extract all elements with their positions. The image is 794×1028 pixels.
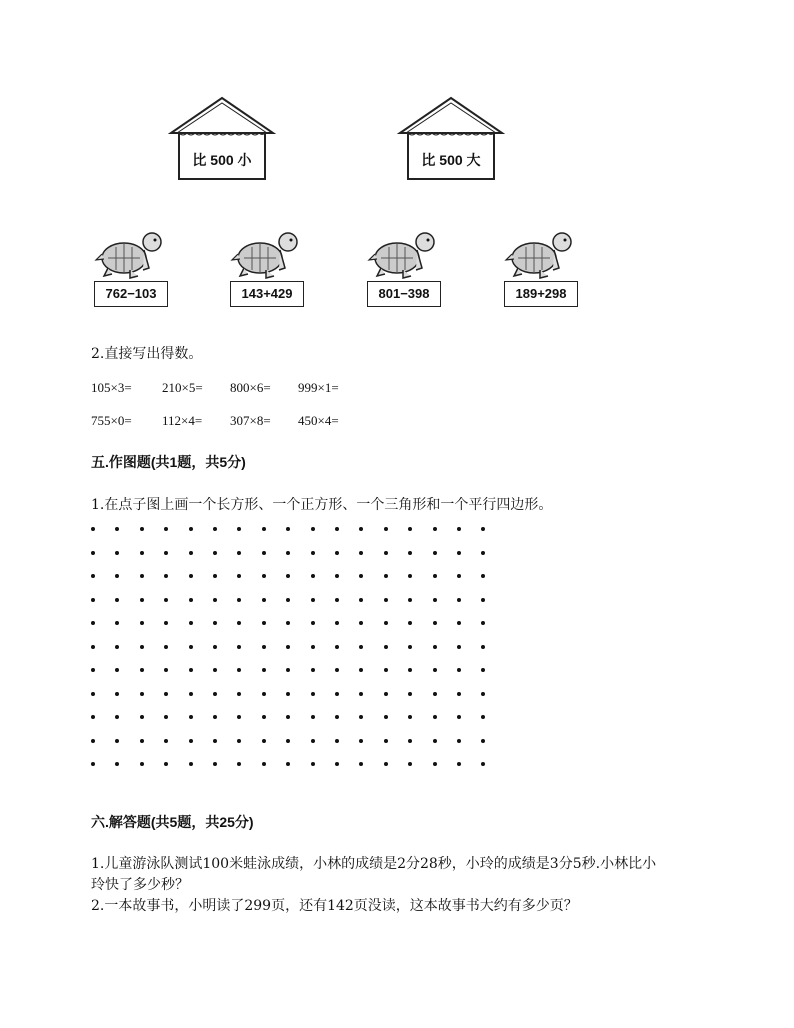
grid-dot (457, 739, 461, 743)
grid-dot (91, 574, 95, 578)
grid-dot (311, 598, 315, 602)
grid-dot (164, 715, 168, 719)
grid-dot (311, 739, 315, 743)
grid-dot (359, 598, 363, 602)
grid-dot (91, 692, 95, 696)
grid-dot (286, 762, 290, 766)
grid-dot (335, 551, 339, 555)
grid-dot (262, 621, 266, 625)
grid-dot (408, 762, 412, 766)
grid-dot (140, 527, 144, 531)
grid-dot (91, 668, 95, 672)
grid-dot (189, 692, 193, 696)
grid-dot (140, 668, 144, 672)
grid-dot (140, 598, 144, 602)
grid-dot (311, 668, 315, 672)
question-2-title: 2.直接写出得数。 (91, 346, 203, 362)
grid-dot (164, 621, 168, 625)
grid-dot (91, 598, 95, 602)
house-less-than-500 (167, 95, 277, 185)
section-6-question-1-line2: 玲快了多少秒？ (91, 877, 189, 893)
expression-box: 801−398 (367, 281, 441, 307)
grid-dot (213, 715, 217, 719)
house-icon (167, 95, 277, 185)
grid-dot (140, 645, 144, 649)
grid-dot (262, 598, 266, 602)
expression-box: 762−103 (94, 281, 168, 307)
grid-dot (433, 645, 437, 649)
grid-dot (481, 762, 485, 766)
grid-dot (189, 739, 193, 743)
grid-dot (311, 762, 315, 766)
grid-dot (335, 598, 339, 602)
grid-dot (457, 551, 461, 555)
grid-dot (286, 527, 290, 531)
grid-dot (481, 692, 485, 696)
grid-dot (213, 527, 217, 531)
grid-dot (384, 551, 388, 555)
calc-item: 800×6= (230, 380, 271, 395)
grid-dot (335, 762, 339, 766)
grid-dot (359, 527, 363, 531)
grid-dot (140, 574, 144, 578)
grid-dot (189, 715, 193, 719)
grid-dot (213, 692, 217, 696)
calc-item: 755×0= (91, 413, 132, 428)
grid-dot (433, 762, 437, 766)
grid-dot (91, 645, 95, 649)
grid-dot (433, 739, 437, 743)
grid-dot (408, 574, 412, 578)
grid-dot (359, 574, 363, 578)
grid-dot (408, 527, 412, 531)
grid-dot (213, 668, 217, 672)
grid-dot (286, 621, 290, 625)
grid-dot (433, 668, 437, 672)
grid-dot (359, 621, 363, 625)
grid-dot (286, 739, 290, 743)
grid-dot (481, 739, 485, 743)
grid-dot (433, 598, 437, 602)
grid-dot (91, 739, 95, 743)
grid-dot (262, 668, 266, 672)
grid-dot (164, 762, 168, 766)
grid-dot (237, 762, 241, 766)
grid-dot (164, 598, 168, 602)
grid-dot (262, 551, 266, 555)
grid-dot (311, 715, 315, 719)
grid-dot (262, 692, 266, 696)
grid-dot (164, 645, 168, 649)
grid-dot (384, 762, 388, 766)
grid-dot (189, 551, 193, 555)
grid-dot (91, 551, 95, 555)
grid-dot (384, 598, 388, 602)
calc-item: 112×4= (162, 413, 203, 428)
grid-dot (481, 551, 485, 555)
grid-dot (408, 551, 412, 555)
grid-dot (189, 621, 193, 625)
grid-dot (91, 621, 95, 625)
grid-dot (286, 598, 290, 602)
grid-dot (164, 574, 168, 578)
house-icon (396, 95, 506, 185)
expression-box: 189+298 (504, 281, 578, 307)
grid-dot (91, 762, 95, 766)
turtle-icon (230, 228, 310, 283)
calc-item: 307×8= (230, 413, 271, 428)
grid-dot (115, 739, 119, 743)
grid-dot (457, 715, 461, 719)
grid-dot (115, 598, 119, 602)
section-6-heading: 六.解答题(共5题，共25分) (91, 814, 254, 830)
grid-dot (237, 621, 241, 625)
grid-dot (115, 621, 119, 625)
grid-dot (286, 574, 290, 578)
grid-dot (237, 668, 241, 672)
grid-dot (481, 621, 485, 625)
grid-dot (164, 527, 168, 531)
grid-dot (189, 645, 193, 649)
grid-dot (115, 574, 119, 578)
grid-dot (262, 574, 266, 578)
grid-dot (286, 645, 290, 649)
grid-dot (213, 551, 217, 555)
grid-dot (408, 692, 412, 696)
grid-dot (408, 598, 412, 602)
grid-dot (213, 598, 217, 602)
grid-dot (433, 715, 437, 719)
grid-dot (286, 551, 290, 555)
grid-dot (237, 715, 241, 719)
grid-dot (384, 574, 388, 578)
grid-dot (335, 668, 339, 672)
grid-dot (189, 762, 193, 766)
grid-dot (311, 621, 315, 625)
grid-dot (335, 692, 339, 696)
grid-dot (91, 715, 95, 719)
grid-dot (164, 692, 168, 696)
grid-dot (384, 527, 388, 531)
grid-dot (311, 551, 315, 555)
grid-dot (115, 527, 119, 531)
grid-dot (384, 645, 388, 649)
grid-dot (384, 692, 388, 696)
grid-dot (359, 715, 363, 719)
turtle-icon (367, 228, 447, 283)
grid-dot (335, 574, 339, 578)
expression-box: 143+429 (230, 281, 304, 307)
grid-dot (115, 668, 119, 672)
grid-dot (335, 715, 339, 719)
grid-dot (359, 692, 363, 696)
grid-dot (262, 762, 266, 766)
grid-dot (359, 645, 363, 649)
grid-dot (140, 621, 144, 625)
grid-dot (189, 527, 193, 531)
turtle-card-4 (504, 228, 584, 318)
grid-dot (457, 574, 461, 578)
grid-dot (140, 551, 144, 555)
turtle-card-1 (94, 228, 174, 318)
grid-dot (115, 715, 119, 719)
grid-dot (115, 762, 119, 766)
grid-dot (237, 645, 241, 649)
grid-dot (213, 645, 217, 649)
grid-dot (457, 762, 461, 766)
grid-dot (237, 574, 241, 578)
grid-dot (408, 739, 412, 743)
grid-dot (237, 692, 241, 696)
grid-dot (115, 692, 119, 696)
grid-dot (408, 668, 412, 672)
grid-dot (115, 551, 119, 555)
grid-dot (481, 574, 485, 578)
grid-dot (164, 739, 168, 743)
grid-dot (433, 692, 437, 696)
grid-dot (384, 668, 388, 672)
grid-dot (481, 598, 485, 602)
grid-dot (433, 574, 437, 578)
grid-dot (384, 715, 388, 719)
grid-dot (311, 692, 315, 696)
grid-dot (286, 692, 290, 696)
grid-dot (286, 668, 290, 672)
house-greater-than-500 (396, 95, 506, 185)
grid-dot (262, 739, 266, 743)
grid-dot (189, 668, 193, 672)
grid-dot (359, 668, 363, 672)
grid-dot (262, 527, 266, 531)
grid-dot (213, 762, 217, 766)
grid-dot (384, 621, 388, 625)
grid-dot (91, 527, 95, 531)
turtle-icon (504, 228, 584, 283)
grid-dot (213, 739, 217, 743)
grid-dot (237, 527, 241, 531)
grid-dot (140, 762, 144, 766)
grid-dot (115, 645, 119, 649)
turtle-card-3 (367, 228, 447, 318)
grid-dot (311, 645, 315, 649)
grid-dot (433, 527, 437, 531)
grid-dot (408, 715, 412, 719)
calc-item: 105×3= (91, 380, 132, 395)
grid-dot (408, 621, 412, 625)
grid-dot (335, 621, 339, 625)
grid-dot (481, 645, 485, 649)
grid-dot (262, 645, 266, 649)
grid-dot (359, 551, 363, 555)
grid-dot (433, 621, 437, 625)
grid-dot (311, 574, 315, 578)
grid-dot (286, 715, 290, 719)
grid-dot (481, 715, 485, 719)
grid-dot (237, 598, 241, 602)
grid-dot (237, 551, 241, 555)
grid-dot (457, 527, 461, 531)
grid-dot (311, 527, 315, 531)
house-label: 比 500 大 (421, 152, 481, 168)
section-5-question-1: 1.在点子图上画一个长方形、一个正方形、一个三角形和一个平行四边形。 (91, 497, 553, 513)
grid-dot (481, 668, 485, 672)
section-5-heading: 五.作图题(共1题，共5分) (91, 454, 246, 470)
section-6-question-2: 2.一本故事书，小明读了299页，还有142页没读，这本故事书大约有多少页？ (91, 898, 578, 914)
grid-dot (213, 621, 217, 625)
grid-dot (359, 762, 363, 766)
calc-item: 210×5= (162, 380, 203, 395)
grid-dot (140, 692, 144, 696)
grid-dot (359, 739, 363, 743)
grid-dot (335, 739, 339, 743)
grid-dot (335, 527, 339, 531)
section-6-question-1-line1: 1.儿童游泳队测试100米蛙泳成绩，小林的成绩是2分28秒，小玲的成绩是3分5秒.小林比小 (91, 856, 657, 872)
grid-dot (457, 621, 461, 625)
grid-dot (457, 692, 461, 696)
grid-dot (481, 527, 485, 531)
grid-dot (164, 668, 168, 672)
grid-dot (384, 739, 388, 743)
grid-dot (335, 645, 339, 649)
calc-item: 999×1= (298, 380, 339, 395)
grid-dot (457, 598, 461, 602)
grid-dot (189, 574, 193, 578)
grid-dot (140, 739, 144, 743)
grid-dot (213, 574, 217, 578)
grid-dot (457, 645, 461, 649)
turtle-card-2 (230, 228, 310, 318)
grid-dot (164, 551, 168, 555)
grid-dot (408, 645, 412, 649)
grid-dot (189, 598, 193, 602)
grid-dot (433, 551, 437, 555)
turtle-icon (94, 228, 174, 283)
grid-dot (237, 739, 241, 743)
grid-dot (140, 715, 144, 719)
house-label: 比 500 小 (192, 152, 252, 168)
grid-dot (262, 715, 266, 719)
calc-item: 450×4= (298, 413, 339, 428)
grid-dot (457, 668, 461, 672)
